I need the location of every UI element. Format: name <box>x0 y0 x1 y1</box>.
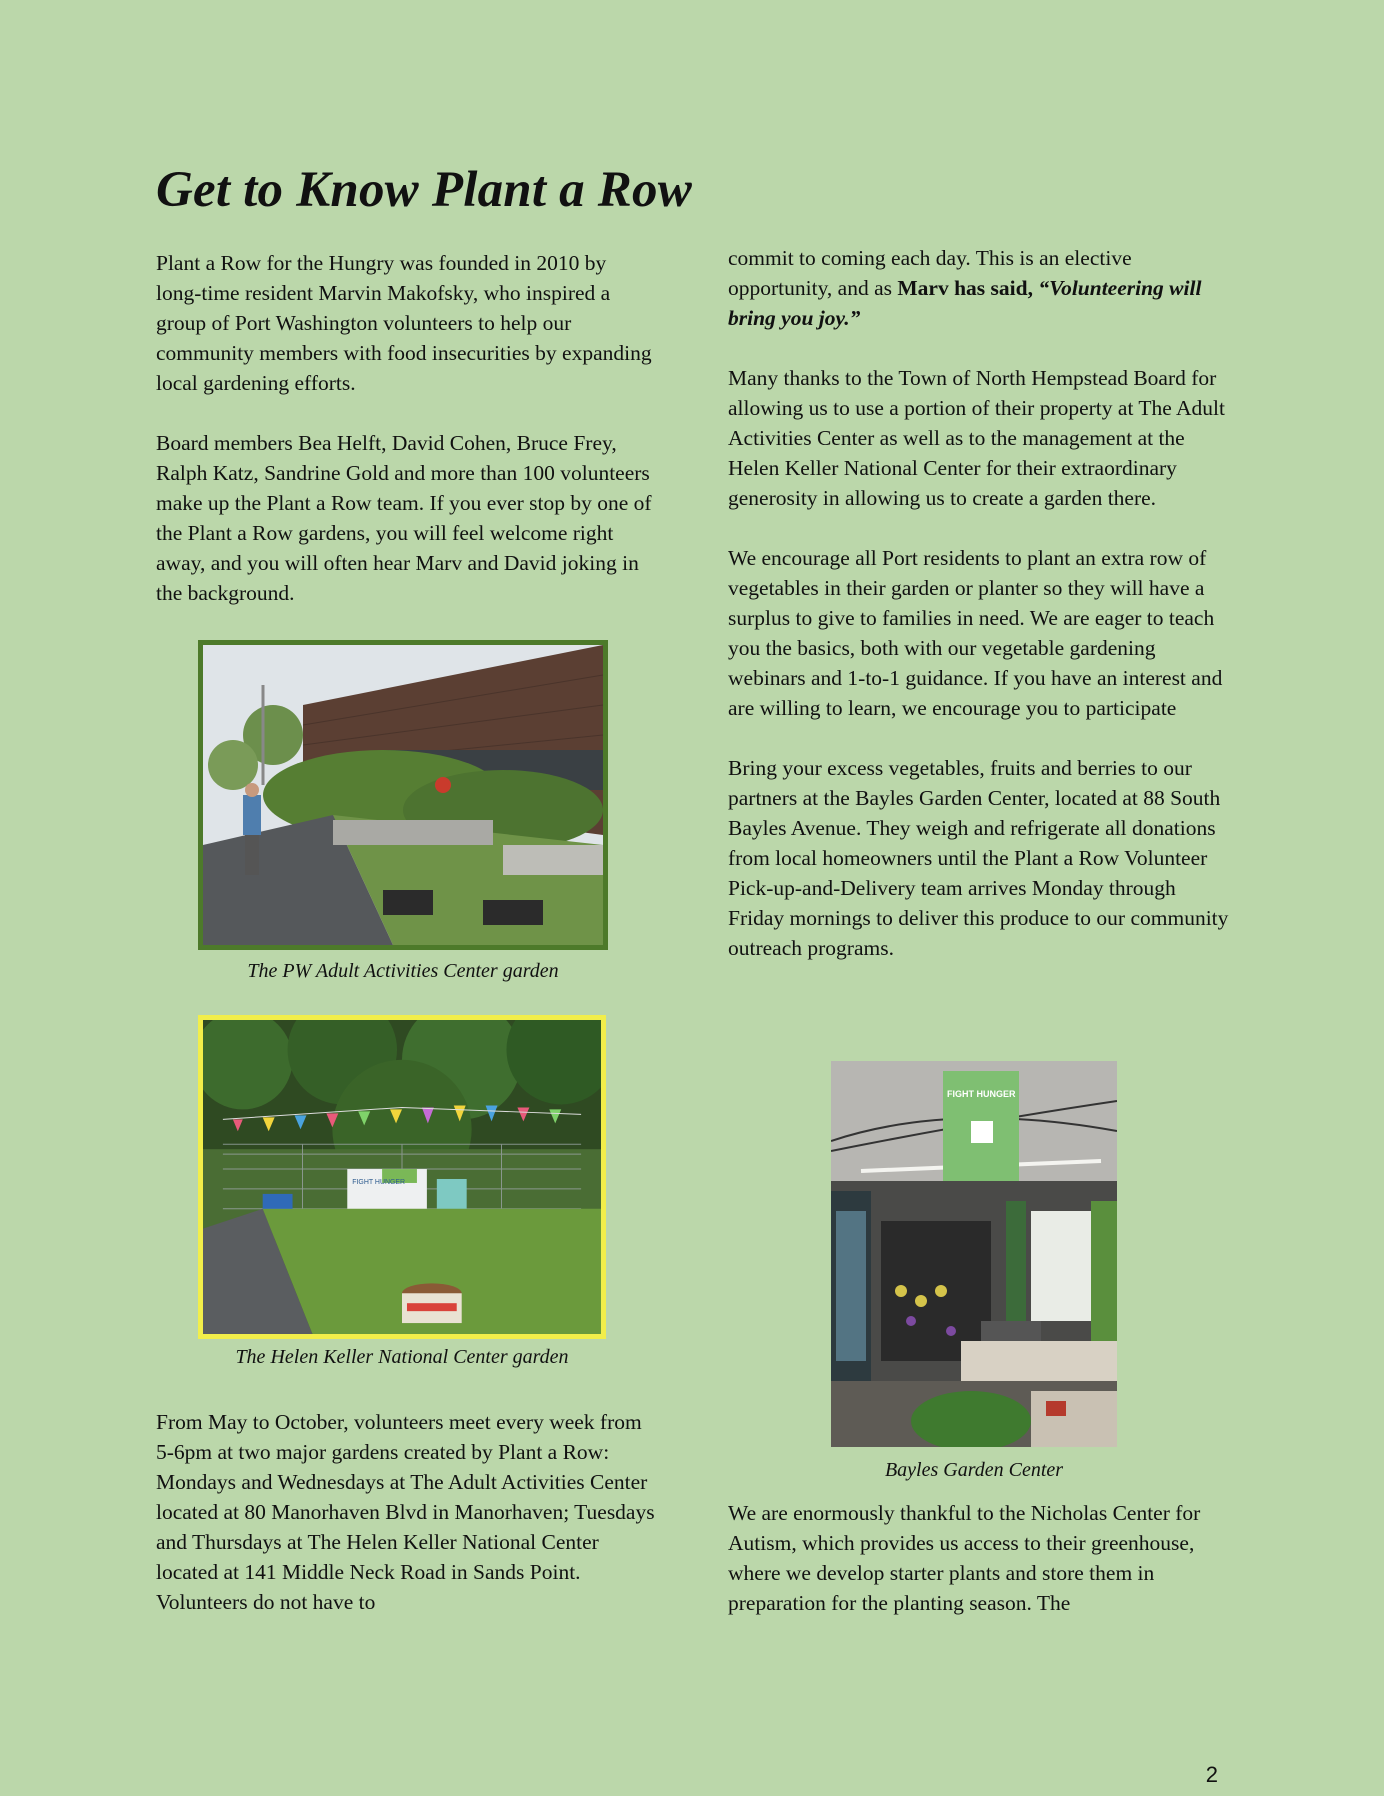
schedule-paragraph: From May to October, volunteers meet every week from 5-6pm at two major gardens created by Plant a Row: Mondays and Wednesdays at The Adult Activities Center located at 80 Manorhaven Blvd in Manorhaven; Tuesdays and Thursdays at The Helen Keller National Center located at 141 Middle Neck Road in Sands Point. Volunteers do not have to <box>156 1410 655 1614</box>
bayles-paragraph: Bring your excess vegetables, fruits and berries to our partners at the Bayles Garden Center, located at 88 South Bayles Avenue. They weigh and refrigerate all donations from local homeowners until the Plant a Row Volunteer Pick-up-and-Delivery team arrives Monday through Friday mornings to deliver this produce to our community outreach programs. <box>728 756 1229 960</box>
left-column-bottom <box>156 1407 656 1617</box>
quote-paragraph <box>728 243 1230 333</box>
page-title: Get to Know Plant a Row <box>156 162 692 218</box>
thanks-paragraph: Many thanks to the Town of North Hempstead Board for allowing us to use a portion of their property at The Adult Activities Center as well as to the management at the Helen Keller National Center for their extraordinary generosity in allowing us to create a garden there. <box>728 366 1225 510</box>
marv-quote: “Volunteering will bring you joy.” <box>728 276 1202 330</box>
intro-paragraph: Plant a Row for the Hungry was founded in 2010 by long-time resident Marvin Makofsky, who inspired a group of Port Washington volunteers to help our community members with food insecurities by expanding local gardening efforts. <box>156 251 652 395</box>
adult-center-caption: The PW Adult Activities Center garden <box>247 960 559 982</box>
bayles-garden-center-photo <box>831 1061 1117 1447</box>
adult-center-garden-photo <box>198 640 608 950</box>
quote-paragraph-text: commit to coming each day. This is an elective opportunity, and as <box>728 246 1132 300</box>
right-column-top <box>728 243 1230 963</box>
left-column-top <box>156 248 656 608</box>
helen-keller-garden-photo <box>198 1015 606 1339</box>
quote-attribution: Marv has said, <box>897 276 1039 300</box>
nicholas-center-paragraph: We are enormously thankful to the Nicholas Center for Autism, which provides us access to their greenhouse, where we develop starter plants and store them in preparation for the planting season. The <box>728 1501 1201 1615</box>
encourage-paragraph: We encourage all Port residents to plant an extra row of vegetables in their garden or planter so they will have a surplus to give to families in need. We are eager to teach you the basics, both with our vegetable gardening webinars and 1-to-1 guidance. If you have an interest and are willing to learn, we encourage you to participate <box>728 546 1223 720</box>
store-banner-text: FIGHT HUNGER <box>947 1089 1016 1099</box>
bayles-caption: Bayles Garden Center <box>884 1459 1064 1481</box>
banner-text: FIGHT HUNGER <box>352 1178 406 1186</box>
board-paragraph: Board members Bea Helft, David Cohen, Bruce Frey, Ralph Katz, Sandrine Gold and more than 100 volunteers make up the Plant a Row team. If you ever stop by one of the Plant a Row gardens, you will feel welcome right away, and you will often hear Marv and David joking in the background. <box>156 431 652 605</box>
right-column-bottom <box>728 1498 1230 1618</box>
page-number: 2 <box>1205 1762 1218 1787</box>
helen-keller-caption: The Helen Keller National Center garden <box>235 1346 569 1368</box>
